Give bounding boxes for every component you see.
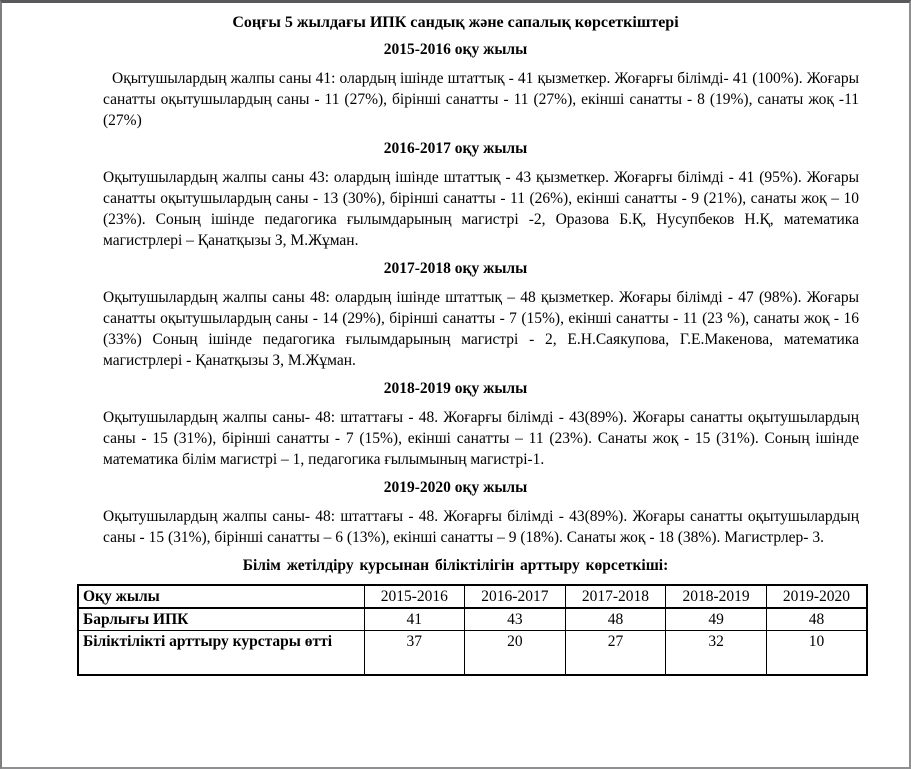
table-caption: Білім жетілдіру курсынан біліктілігін арттыру көрсеткіші: — [242, 557, 669, 574]
section-2017-2018 — [2, 261, 909, 371]
section-paragraph-2015-2016: Оқытушылардың жалпы саны 41: олардың ішінде штаттық - 41 қызметкер. Жоғарғы білімді- 41 (100%). Жоғары санатты оқытушылардың саны - 11 (27%), бірінші санатты - 11 (27%), екінші санатты - 8 (19%), санаты жоқ -11 (27%) — [103, 70, 859, 129]
table-header-2017-2018: 2017-2018 — [565, 585, 666, 608]
section-heading-2016-2017: 2016-2017 оқу жылы — [383, 140, 528, 157]
table-header-2015-2016: 2015-2016 — [364, 585, 465, 608]
section-2019-2020 — [2, 480, 909, 548]
section-2016-2017 — [2, 141, 909, 251]
section-paragraph-2019-2020: Оқытушылардың жалпы саны- 48: штаттағы - 48. Жоғарғы білімді - 43(89%). Жоғары санатты оқытушылардың саны - 15 (31%), бірінші санатты – 6 (13%), екінші санатты – 9 (18%). Санаты жоқ - 18 (38%). Магистрлер- 3. — [103, 508, 859, 546]
total-ipk-2018-2019: 49 — [666, 608, 767, 631]
courses-2017-2018: 27 — [565, 631, 666, 676]
table-header-2016-2017: 2016-2017 — [465, 585, 566, 608]
courses-2016-2017: 20 — [465, 631, 566, 676]
table-header-row — [78, 585, 867, 608]
courses-2018-2019: 32 — [666, 631, 767, 676]
section-heading-2018-2019: 2018-2019 оқу жылы — [383, 380, 528, 397]
courses-2019-2020: 10 — [766, 631, 867, 676]
total-ipk-2017-2018: 48 — [565, 608, 666, 631]
section-paragraph-2018-2019: Оқытушылардың жалпы саны- 48: штаттағы - 48. Жоғарғы білімді - 43(89%). Жоғары санатты оқытушылардың саны - 15 (31%), бірінші санатты - 7 (15%), екінші санатты – 11 (23%). Санаты жоқ - 15 (31%). Соның ішінде математика білім магистрі – 1, педагогика ғылымының магистрі-1. — [103, 409, 859, 468]
section-heading-2019-2020: 2019-2020 оқу жылы — [383, 479, 528, 496]
section-2015-2016 — [2, 42, 909, 131]
total-ipk-2019-2020: 48 — [766, 608, 867, 631]
section-2018-2019 — [2, 381, 909, 470]
table-row-total-ipk — [78, 608, 867, 631]
row-label-total-ipk: Барлығы ИПК — [78, 608, 364, 631]
section-paragraph-2017-2018: Оқытушылардың жалпы саны 48: олардың ішінде штаттық – 48 қызметкер. Жоғары білімді - 47 (98%). Жоғары санатты оқытушылардың саны - 14 (29%), бірінші санатты - 7 (15%), екінші санатты - 11 (23 %), санаты жоқ - 16 (33%) Соның ішінде педагогика ғылымдарының магистрі - 2, Е.Н.Саякупова, Г.Е.Макенова, математика магистрлері - Қанатқызы З, М.Жұман. — [103, 289, 859, 369]
qualification-table — [77, 584, 868, 676]
document-title: Соңғы 5 жылдағы ИПК сандық және сапалық көрсеткіштері — [232, 14, 679, 31]
total-ipk-2016-2017: 43 — [465, 608, 566, 631]
row-label-courses-completed: Біліктілікті арттыру курстары өтті — [78, 631, 364, 676]
courses-2015-2016: 37 — [364, 631, 465, 676]
section-paragraph-2016-2017: Оқытушылардың жалпы саны 43: олардың ішінде штаттық - 43 қызметкер. Жоғарғы білімді - 41 (95%). Жоғары санатты оқытушылардың саны - 13 (30%), бірінші санатты - 11 (26%), екінші санатты - 9 (21%), санаты жоқ – 10 (23%). Соның ішінде педагогика ғылымдарының магистрі -2, Оразова Б.Қ, Нусупбеков Н.Қ, математика магистрлері – Қанатқызы З, М.Жұман. — [103, 169, 859, 249]
table-header-oku-zhyly: Оқу жылы — [78, 585, 364, 608]
table-header-2018-2019: 2018-2019 — [666, 585, 767, 608]
table-header-2019-2020: 2019-2020 — [766, 585, 867, 608]
total-ipk-2015-2016: 41 — [364, 608, 465, 631]
section-heading-2017-2018: 2017-2018 оқу жылы — [383, 260, 528, 277]
table-row-courses-completed — [78, 631, 867, 676]
section-heading-2015-2016: 2015-2016 оқу жылы — [383, 41, 528, 58]
